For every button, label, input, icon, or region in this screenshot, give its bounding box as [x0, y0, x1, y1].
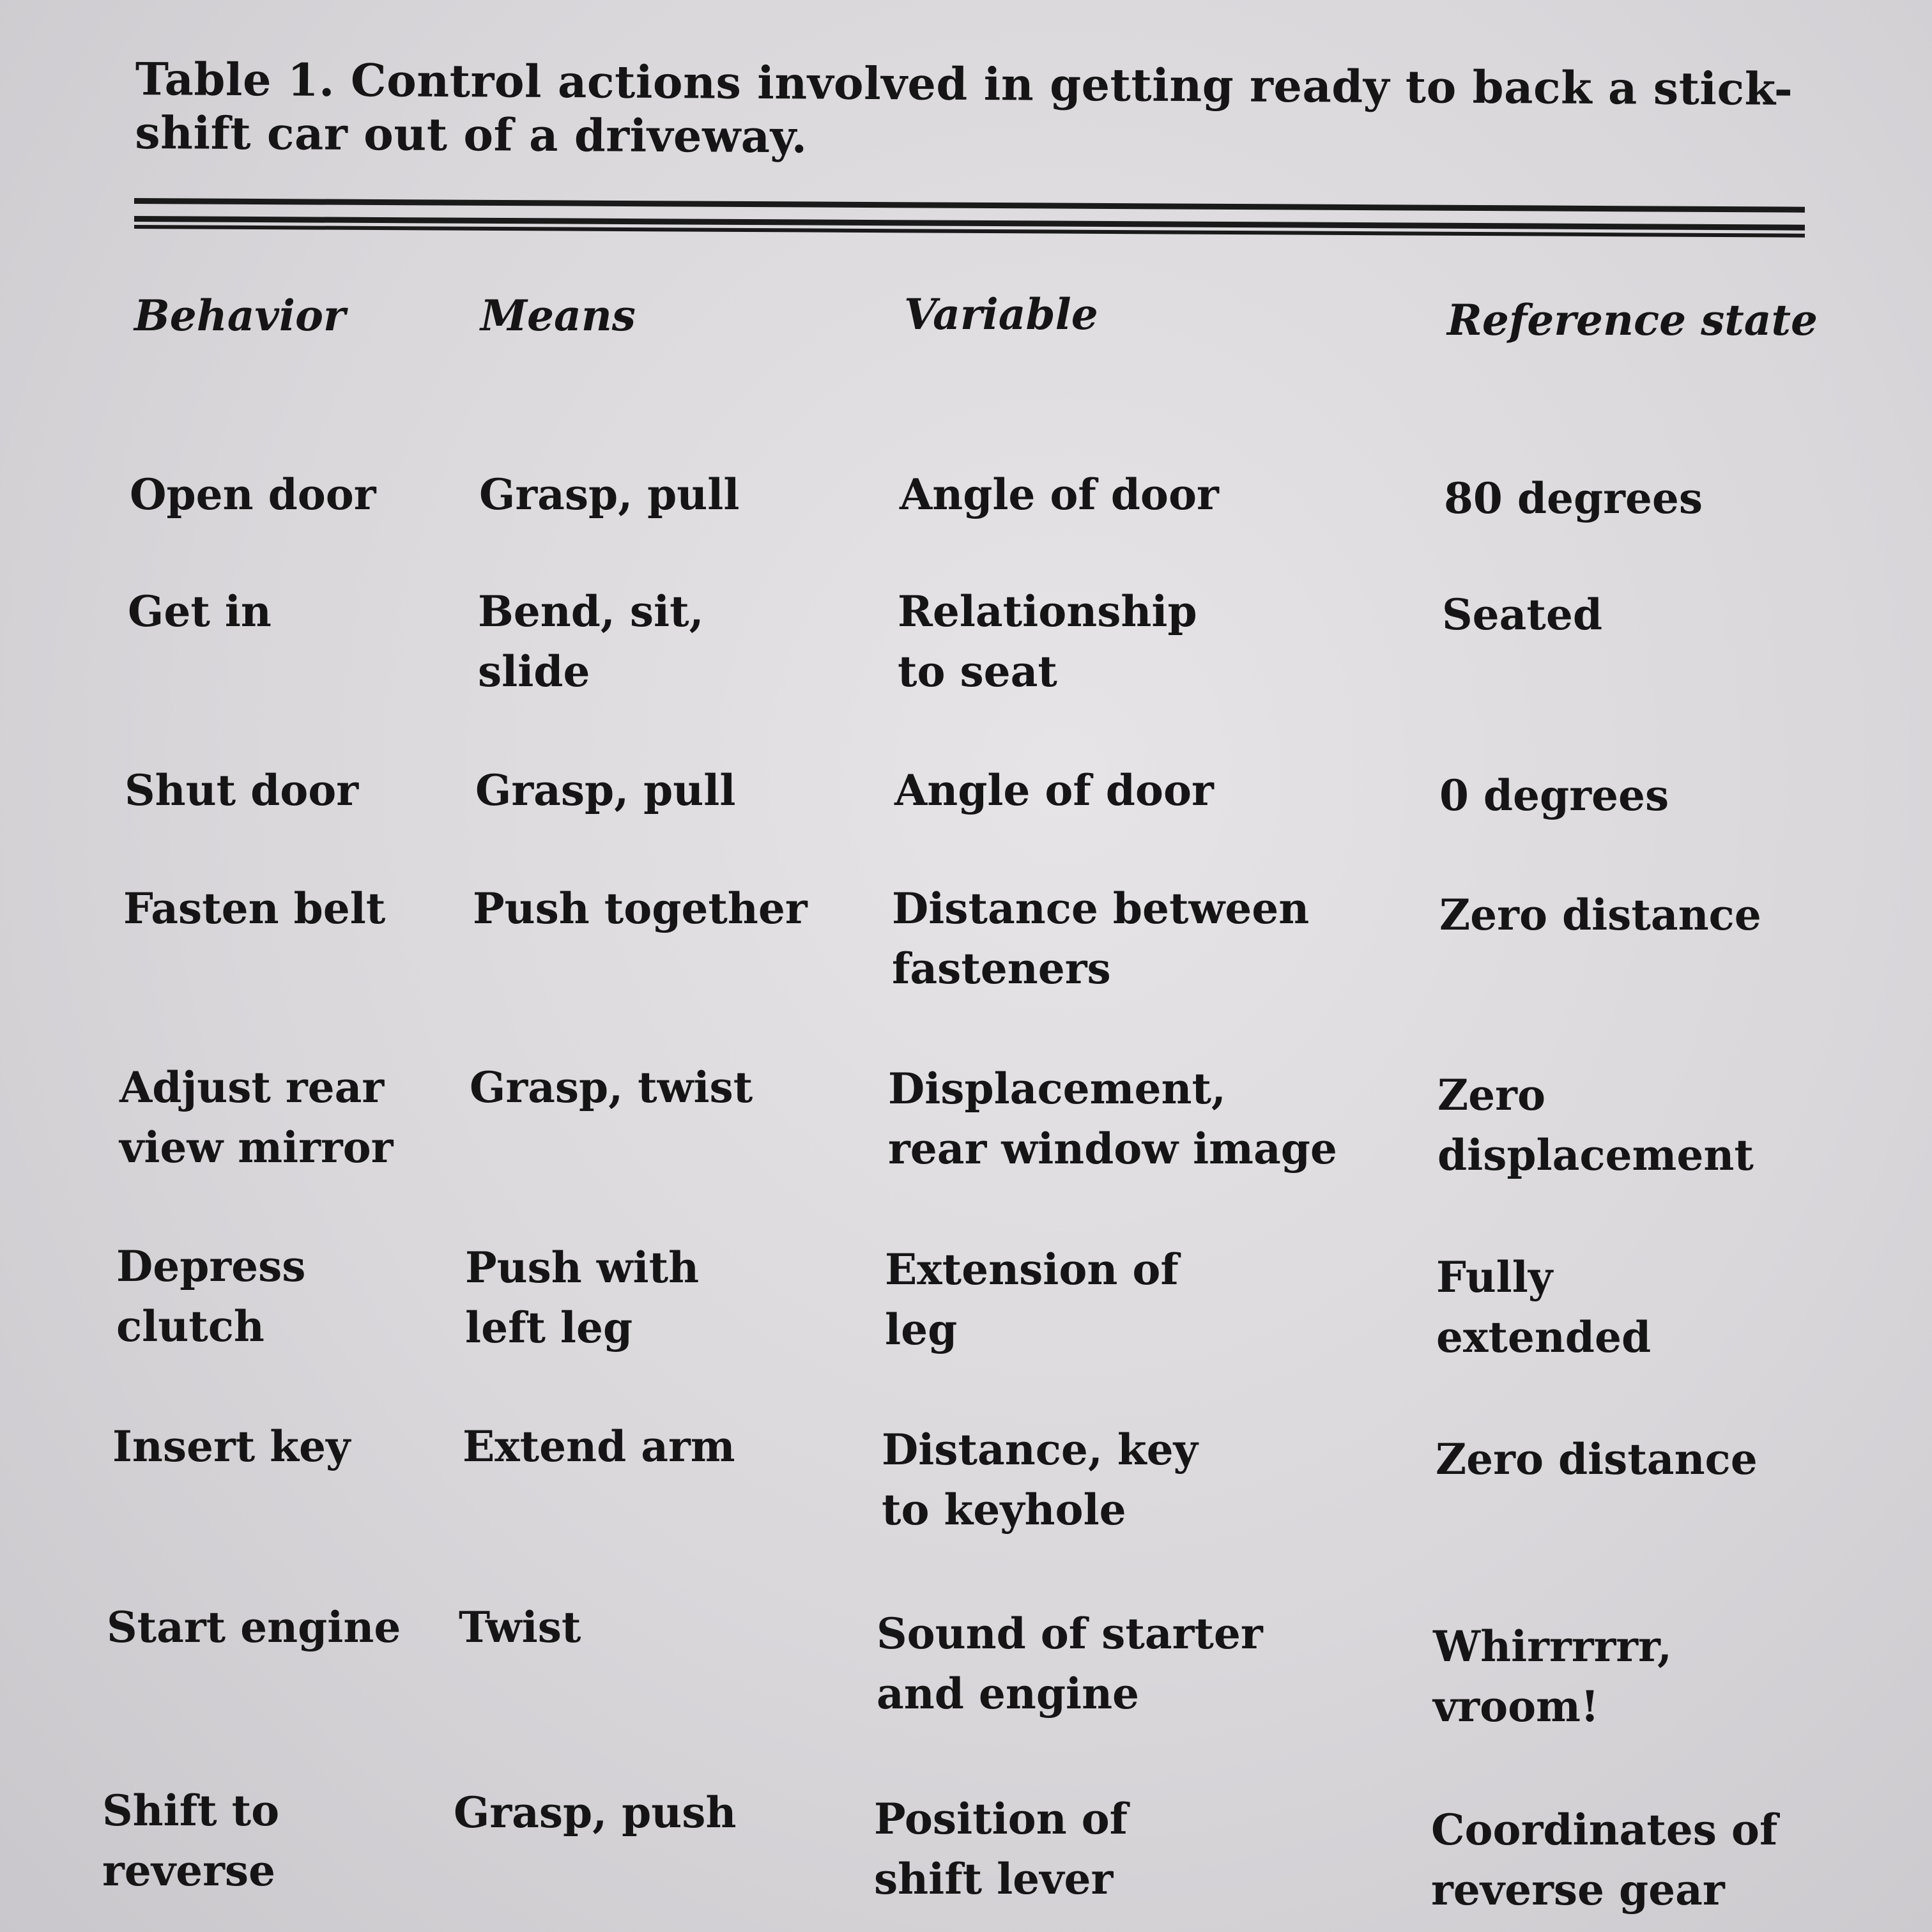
row-5-means: Push with left leg [465, 1243, 700, 1353]
row-7-reference: Whirrrrrr, vroom! [1433, 1621, 1672, 1731]
row-3-behavior: Fasten belt [123, 884, 386, 933]
header-means: Means [480, 291, 636, 341]
row-1-means: Bend, sit, slide [478, 586, 704, 696]
row-6-means: Extend arm [463, 1422, 735, 1471]
row-2-reference: 0 degrees [1439, 770, 1669, 820]
row-4-behavior: Adjust rear view mirror [119, 1062, 394, 1172]
row-0-behavior: Open door [130, 470, 376, 519]
row-8-means: Grasp, push [454, 1788, 737, 1837]
row-3-variable: Distance between fasteners [892, 884, 1310, 993]
row-0-variable: Angle of door [900, 470, 1219, 519]
table-caption: Table 1. Control actions involved in getting ready to back a stick-shift car out of a driveway. [134, 52, 1793, 164]
top-rule [134, 198, 1805, 213]
row-5-behavior: Depress clutch [116, 1241, 306, 1351]
row-1-behavior: Get in [128, 586, 272, 636]
row-6-reference: Zero distance [1436, 1434, 1758, 1484]
row-1-reference: Seated [1442, 590, 1603, 640]
row-5-reference: Fully extended [1436, 1252, 1652, 1362]
row-1-variable: Relationship to seat [898, 586, 1197, 696]
row-8-behavior: Shift to reverse [102, 1786, 280, 1896]
header-reference-state: Reference state [1447, 295, 1818, 345]
row-7-behavior: Start engine [107, 1602, 401, 1652]
row-7-means: Twist [459, 1602, 581, 1652]
row-6-variable: Distance, key to keyhole [882, 1425, 1198, 1535]
row-2-variable: Angle of door [894, 765, 1214, 815]
row-2-means: Grasp, pull [475, 765, 736, 815]
row-5-variable: Extension of leg [885, 1245, 1179, 1354]
row-0-reference: 80 degrees [1444, 473, 1703, 523]
row-6-behavior: Insert key [112, 1422, 351, 1471]
row-4-variable: Displacement, rear window image [888, 1064, 1337, 1174]
row-2-behavior: Shut door [125, 765, 359, 815]
row-0-means: Grasp, pull [479, 470, 740, 519]
row-4-means: Grasp, twist [470, 1062, 753, 1112]
header-behavior: Behavior [134, 291, 346, 341]
row-3-reference: Zero distance [1439, 890, 1761, 940]
row-3-means: Push together [473, 884, 808, 933]
row-8-reference: Coordinates of reverse gear [1431, 1805, 1778, 1915]
row-7-variable: Sound of starter and engine [877, 1609, 1263, 1719]
row-4-reference: Zero displacement [1438, 1070, 1754, 1180]
row-8-variable: Position of shift lever [874, 1794, 1128, 1904]
header-variable: Variable [904, 289, 1098, 339]
